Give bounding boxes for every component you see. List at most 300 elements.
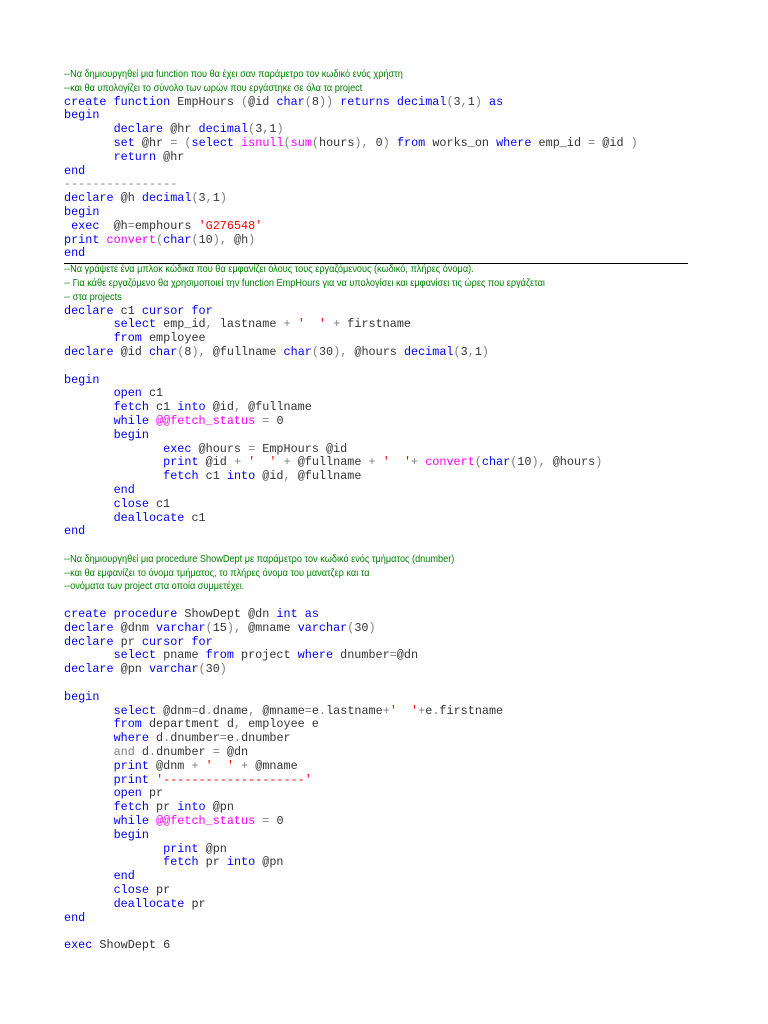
keyword-token: while xyxy=(113,413,149,428)
code-text: @id xyxy=(248,94,277,109)
operator-token: and xyxy=(113,745,135,760)
operator-token: = xyxy=(127,218,135,233)
keyword-token: from xyxy=(205,648,234,663)
code-line xyxy=(64,346,688,360)
string-token: 'G276548' xyxy=(198,218,263,233)
code-text xyxy=(390,136,397,150)
operator-token: ( xyxy=(311,135,319,150)
code-text: emp_id xyxy=(156,317,206,332)
code-text: 0 xyxy=(368,135,383,150)
keyword-token: for xyxy=(191,634,213,649)
code-text: 30 xyxy=(318,344,334,359)
code-line xyxy=(64,470,688,484)
comment-line: --και θα υπολογίζει το σύνολο των ωρών που εργάστηκε σε όλα τα project xyxy=(64,82,363,94)
code-line xyxy=(64,151,688,165)
blank-line xyxy=(64,539,688,553)
code-text: c1 xyxy=(184,510,206,525)
operator-token: = xyxy=(212,745,220,760)
keyword-token: char xyxy=(481,455,511,470)
code-text: @fullname xyxy=(290,455,369,470)
code-line xyxy=(64,318,688,332)
function-token: @@fetch_status xyxy=(156,814,256,829)
code-line xyxy=(64,401,688,415)
code-text: d xyxy=(198,703,206,718)
code-text: 30 xyxy=(205,662,220,677)
code-line xyxy=(64,939,688,953)
keyword-token: exec xyxy=(163,441,192,456)
code-text: @pn xyxy=(113,662,149,677)
code-text xyxy=(199,759,206,773)
keyword-token: select xyxy=(191,135,234,150)
code-text: dnumber xyxy=(241,731,291,746)
code-text xyxy=(64,150,114,164)
operator-token: , xyxy=(248,703,256,718)
operator-token: + xyxy=(368,455,376,470)
code-text xyxy=(64,869,114,883)
code-text: pr xyxy=(198,855,227,870)
code-text xyxy=(106,607,113,621)
code-text xyxy=(64,773,114,787)
keyword-token: decimal xyxy=(403,344,454,359)
code-line xyxy=(64,109,688,123)
code-text: e xyxy=(425,703,433,718)
keyword-token: begin xyxy=(64,108,100,123)
code-line xyxy=(64,165,688,179)
function-token: @@fetch_status xyxy=(156,413,256,428)
code-text: @dnm xyxy=(113,620,157,635)
operator-token: ), xyxy=(354,135,369,150)
code-line xyxy=(64,912,688,926)
keyword-token: end xyxy=(113,482,135,497)
code-text: pname xyxy=(156,648,206,663)
code-text: emp_id xyxy=(531,135,589,150)
code-text: @h xyxy=(226,232,249,247)
code-text: @fullname xyxy=(290,469,362,484)
keyword-token: begin xyxy=(64,689,100,704)
operator-token: , xyxy=(262,122,270,137)
code-text: @id xyxy=(205,400,234,415)
operator-token: + xyxy=(191,758,199,773)
operator-token: ) xyxy=(630,135,638,150)
code-line xyxy=(64,649,688,663)
code-line xyxy=(64,732,688,746)
code-text: firstname xyxy=(340,317,411,332)
operator-token: = xyxy=(191,703,199,718)
code-text xyxy=(64,745,114,759)
keyword-token: begin xyxy=(113,827,149,842)
operator-token: , xyxy=(283,469,291,484)
string-token: ' ' xyxy=(297,317,327,332)
blank-line xyxy=(64,925,688,939)
keyword-token: into xyxy=(226,469,256,484)
comment-line: -- Για κάθε εργαζόμενο θα χρησιμοποιεί την function EmpHours για να υπολογίσει και εμφανίσει τις ώρες που εργάζεται xyxy=(64,277,545,289)
operator-token: = xyxy=(588,135,596,150)
code-line xyxy=(64,374,688,388)
code-line xyxy=(64,801,688,815)
keyword-token: varchar xyxy=(156,620,206,635)
code-text: d xyxy=(148,731,164,746)
keyword-token: declare xyxy=(64,662,114,677)
code-line xyxy=(64,305,688,319)
code-text: @pn xyxy=(255,855,284,870)
code-line xyxy=(64,484,688,498)
keyword-token: end xyxy=(64,524,86,539)
operator-token: ( xyxy=(198,662,206,677)
keyword-token: create xyxy=(64,607,107,622)
operator-token: . xyxy=(163,731,171,746)
keyword-token: from xyxy=(113,717,142,732)
code-text: lastname xyxy=(212,317,284,332)
keyword-token: deallocate xyxy=(113,896,185,911)
code-line xyxy=(64,774,688,788)
code-text: @id xyxy=(595,135,631,150)
function-token: sum xyxy=(290,135,312,150)
operator-token: , xyxy=(205,191,213,206)
code-text xyxy=(390,95,397,109)
operator-token: . xyxy=(233,731,242,746)
operator-token: ) xyxy=(248,232,256,247)
code-text: pr xyxy=(148,883,171,898)
keyword-token: return xyxy=(113,149,157,164)
keyword-token: from xyxy=(113,331,142,346)
code-text: 10 xyxy=(517,455,532,470)
blank-line xyxy=(64,594,688,608)
code-text: @mname xyxy=(248,758,298,773)
code-text: lastname xyxy=(326,703,383,718)
code-text: pr xyxy=(141,786,164,801)
keyword-token: end xyxy=(113,869,135,884)
operator-token: ), xyxy=(226,620,242,635)
code-text xyxy=(64,317,114,331)
operator-token: + xyxy=(418,703,426,718)
code-text xyxy=(64,428,114,442)
operator-token: ( xyxy=(347,620,355,635)
comment-line: --Να δημιουργηθεί μια procedure ShowDept με παράμετρο τον κωδικό ενός τμήματος (dnumber) xyxy=(64,553,455,565)
operator-token: ( xyxy=(184,135,192,150)
code-line xyxy=(64,636,688,650)
keyword-token: function xyxy=(113,94,171,109)
code-text: @mname xyxy=(241,620,298,635)
comment-line: -- στα projects xyxy=(64,291,122,303)
string-token: ' ' xyxy=(205,758,234,773)
code-text: @h xyxy=(99,218,128,233)
code-text: hours xyxy=(319,135,355,150)
keyword-token: char xyxy=(148,344,178,359)
operator-token: ( xyxy=(241,94,249,109)
operator-token: ) xyxy=(368,620,376,635)
code-text: c1 xyxy=(141,386,164,401)
keyword-token: from xyxy=(396,135,426,150)
operator-token: ( xyxy=(474,455,482,470)
code-text: @dnm xyxy=(148,758,192,773)
code-line xyxy=(64,123,688,137)
code-text: department d xyxy=(141,717,234,732)
code-text xyxy=(149,773,156,787)
keyword-token: deallocate xyxy=(113,510,185,525)
code-text xyxy=(482,95,489,109)
code-line xyxy=(64,247,688,261)
code-text: c1 xyxy=(148,400,178,415)
operator-token: , xyxy=(205,317,213,332)
code-line xyxy=(64,178,688,192)
keyword-token: for xyxy=(191,303,213,318)
operator-token: ( xyxy=(191,191,199,206)
code-text xyxy=(64,897,114,911)
code-text: c1 xyxy=(113,303,142,318)
code-text: 0 xyxy=(269,814,284,829)
code-text xyxy=(99,233,106,247)
operator-token: ( xyxy=(177,344,185,359)
comment-line: --Να δημιουργηθεί μια function που θα έχει σαν παράμετρο τον κωδικό ενός χρήστη xyxy=(64,69,403,80)
keyword-token: print xyxy=(163,455,199,470)
blank-line xyxy=(64,360,688,374)
comment-line: --Να γράψετε ένα μπλοκ κώδικα που θα εμφανίζει όλους τους εργαζόμενους (κωδικό, πλήρες όνομα). xyxy=(64,264,474,276)
code-text: @fullname xyxy=(241,400,312,415)
code-text: 1 xyxy=(269,122,277,137)
code-text: @hr xyxy=(163,122,199,137)
code-text: c1 xyxy=(148,496,171,511)
keyword-token: varchar xyxy=(148,662,199,677)
code-text: pr xyxy=(113,634,142,649)
operator-token: ) xyxy=(595,455,603,470)
code-text: 1 xyxy=(474,344,482,359)
code-text: EmpHours xyxy=(170,94,242,109)
operator-token: )) xyxy=(318,94,334,109)
code-line xyxy=(64,622,688,636)
operator-token: = xyxy=(219,731,227,746)
keyword-token: begin xyxy=(64,372,100,387)
keyword-token: fetch xyxy=(163,469,199,484)
code-text xyxy=(64,828,114,842)
operator-token: ) xyxy=(219,191,227,206)
keyword-token: end xyxy=(64,163,86,178)
operator-token: ) xyxy=(481,344,489,359)
code-text xyxy=(64,704,114,718)
keyword-token: begin xyxy=(64,204,100,219)
keyword-token: fetch xyxy=(113,400,149,415)
code-text: ShowDept @dn xyxy=(177,607,277,622)
operator-token: ) xyxy=(474,94,482,109)
keyword-token: decimal xyxy=(141,191,192,206)
blank-line xyxy=(64,677,688,691)
string-token: ' ' xyxy=(382,455,412,470)
code-text xyxy=(64,414,114,428)
keyword-token: open xyxy=(113,786,142,801)
code-line xyxy=(64,415,688,429)
code-text: 3 xyxy=(255,122,263,137)
operator-token: , xyxy=(233,400,242,415)
keyword-token: print xyxy=(64,232,100,247)
keyword-token: select xyxy=(113,317,157,332)
operator-token: + xyxy=(333,317,341,332)
operator-token: + xyxy=(382,703,390,718)
code-line xyxy=(64,498,688,512)
code-text: works_on xyxy=(425,135,497,150)
keyword-token: declare xyxy=(64,303,114,318)
code-text: 0 xyxy=(269,413,284,428)
code-text: EmpHours @id xyxy=(255,441,348,456)
operator-token: ), xyxy=(191,344,206,359)
operator-token: = xyxy=(304,703,312,718)
keyword-token: set xyxy=(113,135,135,150)
operator-token: , xyxy=(233,717,242,732)
operator-token: . xyxy=(148,745,157,760)
code-text: project xyxy=(233,648,298,663)
code-text: @pn xyxy=(205,800,234,815)
operator-token: ( xyxy=(191,232,199,247)
comment-line: --ονόματα των project στα οποία συμμετέχει. xyxy=(64,581,245,593)
string-token: '--------------------' xyxy=(156,772,312,787)
code-text xyxy=(64,442,163,456)
operator-token: ( xyxy=(446,94,454,109)
code-text: @pn xyxy=(198,841,227,856)
code-text: c1 xyxy=(198,469,227,484)
code-line xyxy=(64,787,688,801)
keyword-token: while xyxy=(113,814,149,829)
keyword-token: char xyxy=(283,344,312,359)
keyword-token: declare xyxy=(64,191,114,206)
keyword-token: where xyxy=(297,648,334,663)
code-text xyxy=(106,95,113,109)
code-line xyxy=(64,718,688,732)
keyword-token: cursor xyxy=(141,303,185,318)
operator-token: , xyxy=(467,344,475,359)
code-text: 8 xyxy=(184,344,192,359)
code-text: @hr xyxy=(134,135,171,150)
comment-line: --και θα εμφανίζει το όνομα τμήματος, το πλήρες όνομα του μανατζερ και τα xyxy=(64,567,370,579)
code-text: 3 xyxy=(198,191,206,206)
code-text: 1 xyxy=(212,191,220,206)
keyword-token: into xyxy=(177,800,206,815)
code-text: @h xyxy=(113,191,142,206)
keyword-token: where xyxy=(113,731,149,746)
code-line xyxy=(64,663,688,677)
keyword-token: char xyxy=(276,94,305,109)
code-text: @mname xyxy=(255,703,305,718)
code-text xyxy=(64,483,114,497)
code-text: @hours xyxy=(545,455,596,470)
code-text: @fullname xyxy=(205,344,284,359)
operator-token: . xyxy=(432,703,440,718)
code-text: dname xyxy=(212,703,249,718)
keyword-token: print xyxy=(163,841,199,856)
operator-token: ( xyxy=(510,455,518,470)
code-text xyxy=(64,800,114,814)
keyword-token: where xyxy=(496,135,532,150)
keyword-token: fetch xyxy=(163,855,199,870)
code-line xyxy=(64,220,688,234)
code-text xyxy=(149,414,156,428)
code-text xyxy=(64,648,114,662)
operator-token: . xyxy=(205,703,213,718)
operator-token: ), xyxy=(333,344,348,359)
code-line xyxy=(64,746,688,760)
code-text: dnumber xyxy=(333,648,390,663)
keyword-token: close xyxy=(113,883,149,898)
code-text: 1 xyxy=(467,94,475,109)
code-text: 3 xyxy=(453,94,461,109)
code-line xyxy=(64,429,688,443)
operator-token: ) xyxy=(382,135,390,150)
code-text xyxy=(64,842,163,856)
code-text: pr xyxy=(184,896,206,911)
operator-token: . xyxy=(318,703,327,718)
code-text xyxy=(64,400,114,414)
code-text xyxy=(64,883,114,897)
code-text: @dn xyxy=(396,648,419,663)
code-line xyxy=(64,705,688,719)
string-token: ' ' xyxy=(389,703,419,718)
code-text xyxy=(64,136,114,150)
code-text xyxy=(64,331,114,345)
operator-token: ( xyxy=(453,344,461,359)
operator-token: = xyxy=(262,413,270,428)
code-text: 3 xyxy=(460,344,468,359)
code-text: @hr xyxy=(156,149,185,164)
code-text xyxy=(64,814,114,828)
operator-token: + xyxy=(241,758,249,773)
operator-token: ( xyxy=(205,620,213,635)
operator-token: + xyxy=(233,455,242,470)
keyword-token: returns xyxy=(340,94,390,109)
code-line xyxy=(64,856,688,870)
operator-token: ( xyxy=(248,122,256,137)
keyword-token: select xyxy=(113,703,157,718)
operator-token: ( xyxy=(311,344,319,359)
operator-token: , xyxy=(460,94,468,109)
operator-token: ), xyxy=(531,455,546,470)
code-text xyxy=(64,455,163,469)
code-text xyxy=(64,717,114,731)
code-text: pr xyxy=(148,800,178,815)
code-text: employee xyxy=(141,331,206,346)
keyword-token: begin xyxy=(113,427,149,442)
keyword-token: char xyxy=(163,232,192,247)
code-text xyxy=(298,607,305,621)
operator-token: + xyxy=(283,317,291,332)
operator-token: ), xyxy=(212,232,227,247)
operator-token: + xyxy=(411,455,419,470)
code-text: emphours xyxy=(134,218,199,233)
keyword-token: decimal xyxy=(396,94,447,109)
code-text xyxy=(64,469,163,483)
code-text: firstname xyxy=(439,703,504,718)
operator-token: + xyxy=(283,455,291,470)
code-text: @dn xyxy=(219,745,249,760)
string-token: ' ' xyxy=(248,455,277,470)
code-text xyxy=(64,497,114,511)
keyword-token: varchar xyxy=(297,620,348,635)
function-token: convert xyxy=(425,455,475,470)
code-line xyxy=(64,608,688,622)
code-text: 15 xyxy=(212,620,227,635)
code-text: e xyxy=(311,703,319,718)
code-line xyxy=(64,829,688,843)
operator-token: ( xyxy=(156,232,164,247)
keyword-token: declare xyxy=(64,634,114,649)
function-token: isnull xyxy=(241,135,284,150)
code-line xyxy=(64,843,688,857)
code-text xyxy=(376,455,383,469)
operator-token: = xyxy=(248,441,256,456)
keyword-token: exec xyxy=(64,938,93,953)
code-text xyxy=(64,786,114,800)
operator-token: = xyxy=(170,135,178,150)
code-text: @dnm xyxy=(156,703,192,718)
code-text: 8 xyxy=(311,94,319,109)
code-text: e xyxy=(226,731,234,746)
code-text xyxy=(234,136,241,150)
